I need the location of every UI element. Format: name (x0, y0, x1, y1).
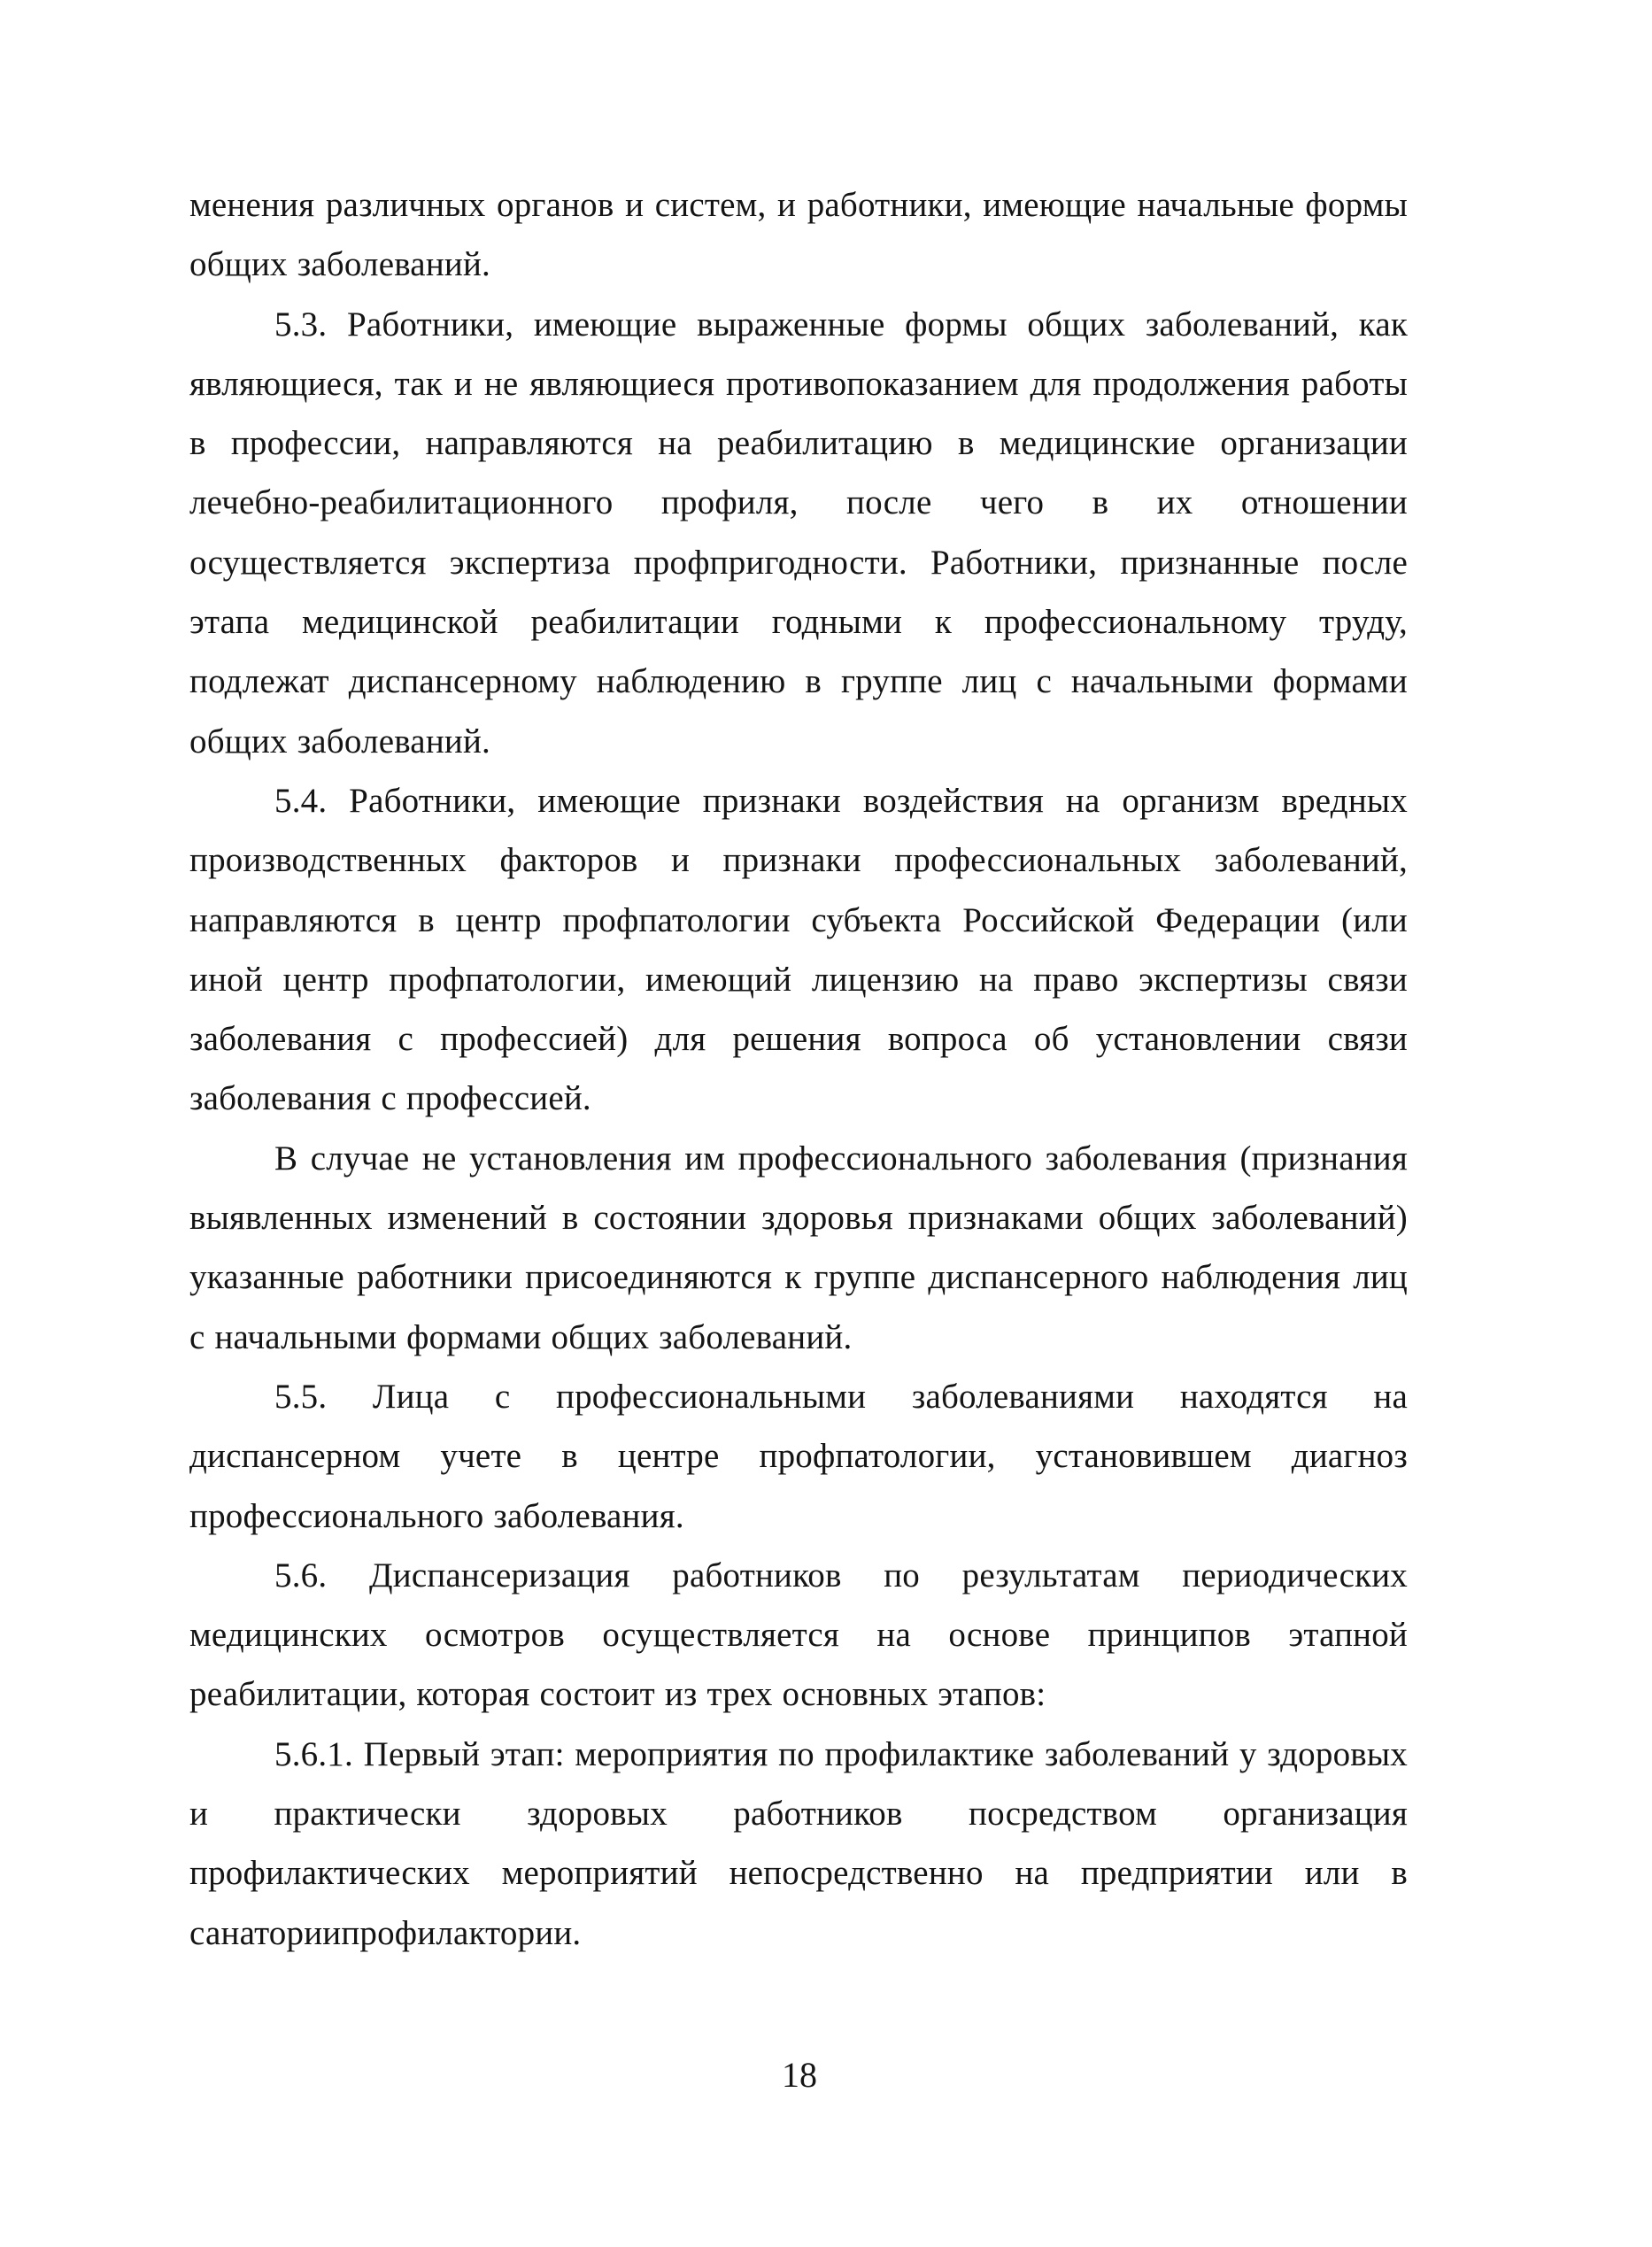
paragraph-5-5: 5.5. Лица с профессиональными заболеваниями находятся на диспансерном учете в центре профпатологии, установившем диагноз профессионального заболевания. (189, 1377, 1408, 1535)
paragraph-5-3: 5.3. Работники, имеющие выраженные формы общих заболеваний, как являющиеся, так и не являющиеся противопоказанием для продолжения работы в профессии, направляются на реабилитацию в медицинские организации лечебно-реабилитационного профиля, после чего в их отношении осуществляется экспертиза профпригодности. Работники, признанные после этапа медицинской реабилитации годными к профессиональному труду, подлежат диспансерному наблюдению в группе лиц с начальными формами общих заболеваний. (189, 305, 1408, 761)
paragraph-5-4-note: В случае не установления им профессионального заболевания (признания выявленных изменений в состоянии здоровья признаками общих заболеваний) указанные работники присоединяются к группе диспансерного наблюдения лиц с начальными формами общих заболеваний. (189, 1139, 1408, 1356)
paragraph-5-4: 5.4. Работники, имеющие признаки воздействия на организм вредных производственных факторов и признаки профессиональных заболеваний, направляются в центр профпатологии субъекта Российской Федерации (или иной центр профпатологии, имеющий лицензию на право экспертизы связи заболевания с профессией) для решения вопроса об установлении связи заболевания с профессией. (189, 781, 1408, 1118)
paragraph-continuation: менения различных органов и систем, и работники, имеющие начальные формы общих заболеваний. (189, 186, 1408, 284)
paragraph-5-6-1: 5.6.1. Первый этап: мероприятия по профилактике заболеваний у здоровых и практически здоровых работников посредством организация профилактических мероприятий непосредственно на предприятии или в санаториипрофилактории. (189, 1734, 1408, 1952)
body-text (189, 175, 1408, 1963)
page-number: 18 (782, 2055, 817, 2095)
paragraph-5-6: 5.6. Диспансеризация работников по результатам периодических медицинских осмотров осуществляется на основе принципов этапной реабилитации, которая состоит из трех основных этапов: (189, 1556, 1408, 1714)
